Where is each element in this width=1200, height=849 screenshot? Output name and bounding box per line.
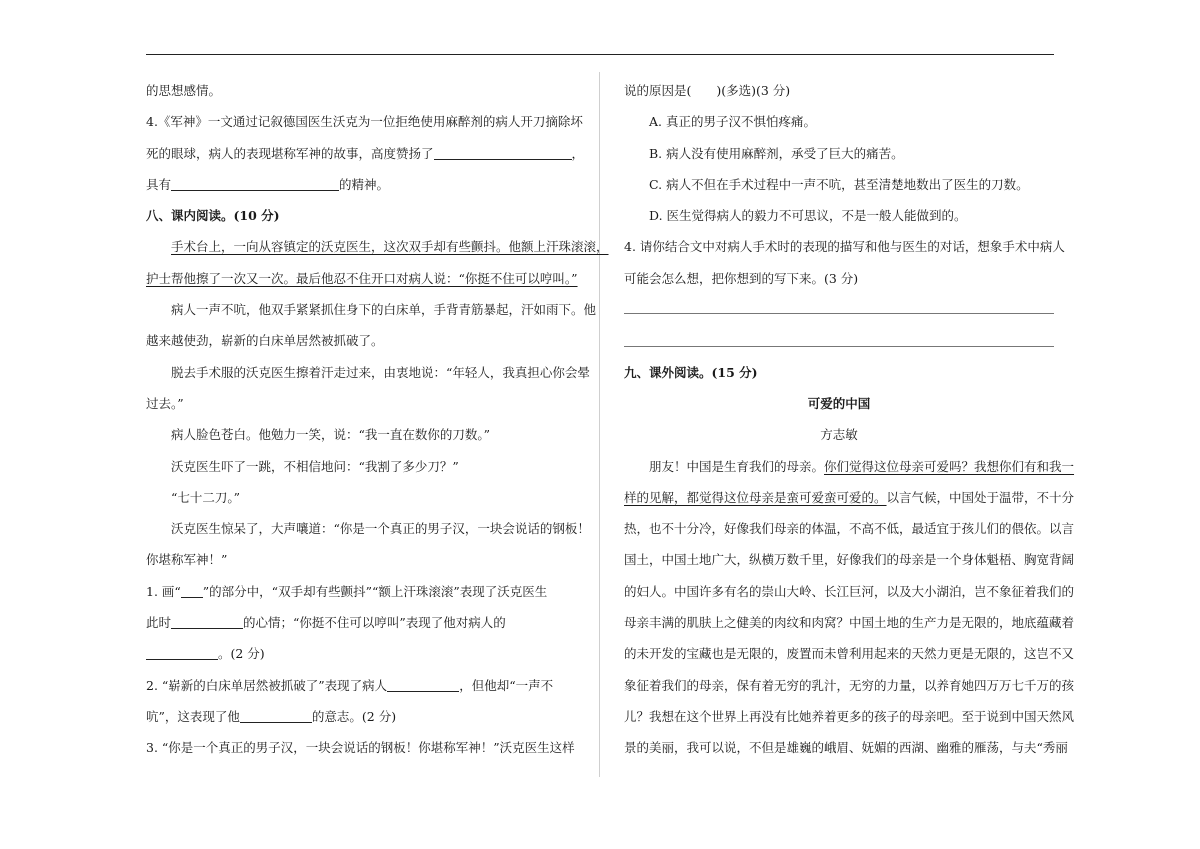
sub-question-4-line-2: 可能会怎么想，把你想到的写下来。(3 分) (624, 270, 859, 286)
article-line: 象征着我们的母亲，保有着无穷的乳汁，无穷的力量，以养育她四万万七千万的孩 (624, 677, 1075, 693)
answer-writing-line[interactable] (624, 346, 1054, 347)
sub-question-4-line-1: 4. 请你结合文中对病人手术时的表现的描写和他与医生的对话，想象手术中病人 (624, 239, 1065, 255)
question-text: 死的眼球，病人的表现堪称军神的故事，高度赞扬了 (146, 145, 434, 161)
article-title: 可爱的中国 (807, 395, 871, 411)
answer-writing-line[interactable] (624, 313, 1054, 314)
question-text: 此时 (146, 615, 172, 631)
article-text: 以言气候，中国处于温带，不十分 (886, 489, 1075, 505)
passage-line: 越来越使劲，崭新的白床单居然被抓破了。 (146, 333, 384, 349)
question-text: ”的部分中，“双手却有些颤抖”“额上汗珠滚滚”表现了沃克医生 (202, 583, 548, 599)
article-text: 朋友！中国是生育我们的母亲。 (649, 458, 825, 474)
spacer (624, 325, 1054, 356)
question-text: 。(2 分) (218, 646, 265, 662)
question-text: 1. 画“ (146, 583, 181, 599)
text-line: 的思想感情。 (146, 83, 222, 98)
passage-line: 护士帮他擦了一次又一次。最后他忍不住开口对病人说：“你挺不住可以哼叫。” (146, 270, 578, 286)
sub-question-3-line-2: 说的原因是( )(多选)(3 分) (624, 83, 791, 98)
question-text: 具有 (146, 176, 172, 192)
article-line: 母亲丰满的肌肤上之健美的肉纹和肉窝？中国土地的生产力是无限的，地底蕴藏着 (624, 615, 1075, 631)
article-line: 的妇人。中国许多有名的崇山大岭、长江巨河，以及大小湖泊，岂不象征着我们的 (624, 583, 1075, 599)
question-text: 的心情；“你挺不住可以哼叫”表现了他对病人的 (243, 615, 506, 631)
option-b[interactable]: B. 病人没有使用麻醉剂，承受了巨大的痛苦。 (649, 145, 904, 161)
article-line: 国土，中国土地广大，纵横万数千里，好像我们的母亲是一个身体魁梧、胸宽背阔 (624, 552, 1075, 568)
option-d[interactable]: D. 医生觉得病人的毅力不可思议，不是一般人能做到的。 (649, 208, 967, 224)
answer-blank[interactable] (171, 176, 339, 191)
passage-line: 病人一声不吭，他双手紧紧抓住身下的白床单，手背青筋暴起，汗如雨下。他 (171, 302, 597, 318)
article-author: 方志敏 (820, 427, 858, 443)
left-column (146, 75, 609, 764)
answer-blank[interactable] (171, 614, 243, 629)
section-9-heading: 九、课外阅读。(15 分) (624, 364, 758, 380)
article-line: 热，也不十分冷，好像我们母亲的体温，不高不低，最适宜于孩儿们的偎依。以言 (624, 521, 1075, 537)
question-4-line-2 (146, 138, 585, 169)
passage-line: 手术台上，一向从容镇定的沃克医生，这次双手却有些颤抖。他额上汗珠滚滚， (171, 239, 609, 255)
answer-blank[interactable] (387, 677, 459, 692)
sub-question-3-line-1: 3. “你是一个真正的男子汉，一块会说话的钢板！你堪称军神！”沃克医生这样 (146, 740, 575, 756)
passage-line: 过去。” (146, 395, 184, 411)
question-text: 吭”，这表现了他 (146, 708, 240, 724)
passage-line: 病人脸色苍白。他勉力一笑，说：“我一直在数你的刀数。” (171, 427, 491, 443)
sub-question-1-line-2 (146, 607, 576, 638)
article-line: 景的美丽，我可以说，不但是雄巍的峨眉、妩媚的西湖、幽雅的雁荡，与夫“秀丽 (624, 740, 1068, 756)
sub-question-2-line-1 (146, 670, 576, 701)
article-line (624, 482, 1075, 513)
article-line (624, 451, 1075, 482)
article-line: 的未开发的宝藏也是无限的，废置而未曾利用起来的天然力更是无限的，这岂不又 (624, 646, 1075, 662)
answer-blank[interactable] (240, 708, 312, 723)
question-4-line-3 (146, 169, 576, 200)
passage-line: 沃克医生吓了一跳，不相信地问：“我割了多少刀？” (171, 458, 459, 474)
sub-question-2-line-2 (146, 701, 576, 732)
passage-line: 沃克医生惊呆了，大声嚷道：“你是一个真正的男子汉，一块会说话的钢板！ (171, 521, 590, 537)
question-4-line-1: 4.《军神》一文通过记叙德国医生沃克为一位拒绝使用麻醉剂的病人开刀摘除坏 (146, 114, 583, 130)
option-c[interactable]: C. 病人不但在手术过程中一声不吭，甚至清楚地数出了医生的刀数。 (649, 176, 1029, 192)
passage-line: 你堪称军神！” (146, 552, 228, 568)
section-8-heading: 八、课内阅读。(10 分) (146, 208, 280, 224)
question-text: 的精神。 (339, 176, 390, 192)
question-text: ， (571, 145, 585, 161)
sub-question-1-line-1 (146, 576, 576, 607)
passage-line: “七十二刀。” (171, 489, 241, 505)
option-a[interactable]: A. 真正的男子汉不惧怕疼痛。 (649, 114, 816, 130)
answer-blank[interactable] (146, 645, 218, 660)
underlined-text: 你们觉得这位母亲可爱吗？我想你们有和我一 (824, 458, 1075, 474)
passage-line: 脱去手术服的沃克医生擦着汗走过来，由衷地说：“年轻人，我真担心你会晕 (171, 364, 590, 380)
answer-blank[interactable] (434, 145, 572, 160)
question-text: 的意志。(2 分) (311, 708, 397, 724)
header-rule (146, 54, 1054, 55)
question-text: 2. “崭新的白床单居然被抓破了”表现了病人 (146, 677, 388, 693)
column-divider (599, 72, 600, 777)
underlined-text: 样的见解，都觉得这位母亲是蛮可爱蛮可爱的。 (624, 489, 887, 505)
sub-question-1-line-3 (146, 638, 576, 669)
right-column (624, 75, 1075, 764)
article-line: 儿？我想在这个世界上再没有比她养着更多的孩子的母亲吧。至于说到中国天然风 (624, 708, 1075, 724)
question-text: ，但他却“一声不 (459, 677, 554, 693)
underline-sample (181, 583, 203, 598)
spacer (624, 294, 1054, 325)
